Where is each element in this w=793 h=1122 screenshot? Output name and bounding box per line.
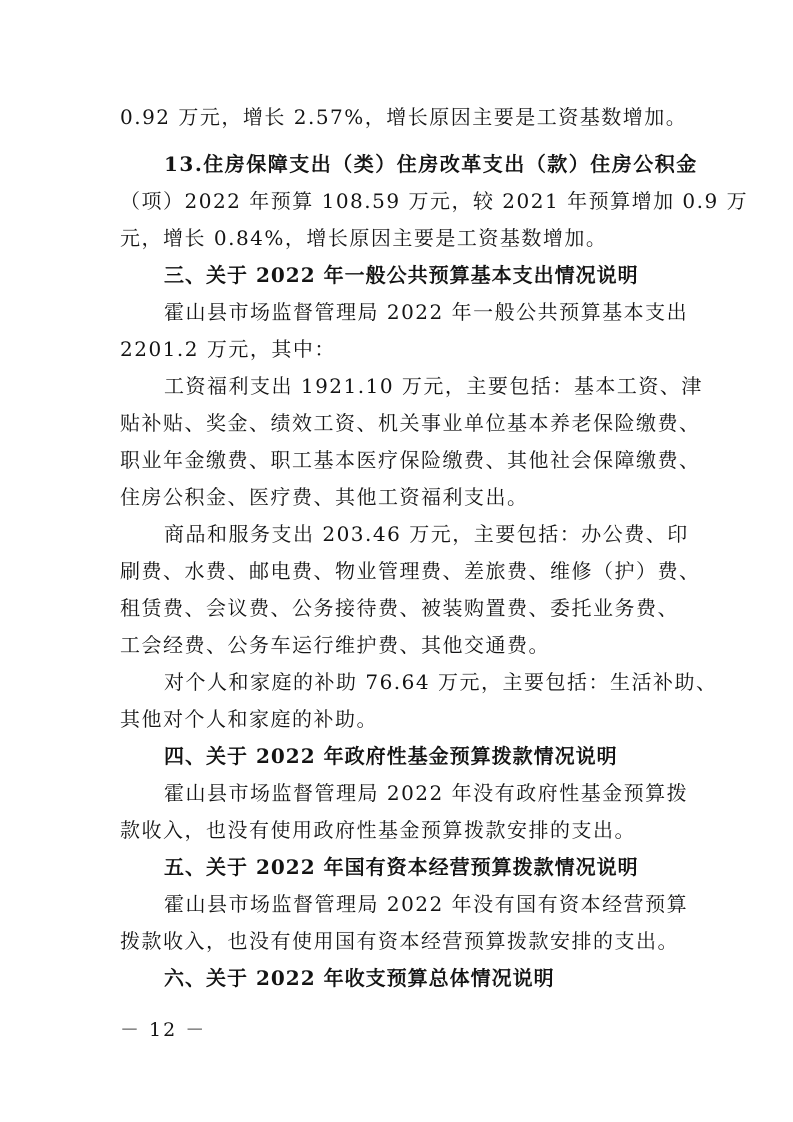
- paragraph-first-line: 商品和服务支出 203.46 万元，主要包括：办公费、印: [164, 522, 689, 546]
- text-line: 2201.2 万元，其中：: [120, 337, 336, 361]
- text-line: 刷费、水费、邮电费、物业管理费、差旅费、维修（护）费、: [120, 559, 701, 583]
- text-line: 职业年金缴费、职工基本医疗保险缴费、其他社会保障缴费、: [120, 448, 701, 472]
- section-heading: 五、关于 2022 年国有资本经营预算拨款情况说明: [164, 855, 639, 879]
- text-line: 0.92 万元，增长 2.57%，增长原因主要是工资基数增加。: [120, 105, 688, 129]
- paragraph-first-line: 霍山县市场监督管理局 2022 年一般公共预算基本支出: [164, 300, 689, 324]
- text-line: 元，增长 0.84%，增长原因主要是工资基数增加。: [120, 226, 608, 250]
- section-heading: 三、关于 2022 年一般公共预算基本支出情况说明: [164, 263, 639, 287]
- page-number: － 12 －: [120, 1019, 207, 1041]
- text-line: 租赁费、会议费、公务接待费、被装购置费、委托业务费、: [120, 596, 679, 620]
- paragraph-first-line: 对个人和家庭的补助 76.64 万元，主要包括：生活补助、: [164, 670, 718, 694]
- text-line: 住房公积金、医疗费、其他工资福利支出。: [120, 485, 529, 509]
- text-line: （项）2022 年预算 108.59 万元，较 2021 年预算增加 0.9 万: [120, 189, 749, 213]
- text-line: 贴补贴、奖金、绩效工资、机关事业单位基本养老保险缴费、: [120, 411, 701, 435]
- paragraph-first-line: 霍山县市场监督管理局 2022 年没有国有资本经营预算: [164, 892, 689, 916]
- text-line: 其他对个人和家庭的补助。: [120, 707, 378, 731]
- paragraph-first-line: 工资福利支出 1921.10 万元，主要包括：基本工资、津: [164, 374, 703, 398]
- paragraph-first-line: 霍山县市场监督管理局 2022 年没有政府性基金预算拨: [164, 781, 689, 805]
- section-heading: 四、关于 2022 年政府性基金预算拨款情况说明: [164, 744, 618, 768]
- section-item-heading: 13.住房保障支出（类）住房改革支出（款）住房公积金: [164, 152, 698, 176]
- section-heading: 六、关于 2022 年收支预算总体情况说明: [164, 966, 555, 990]
- text-line: 工会经费、公务车运行维护费、其他交通费。: [120, 633, 550, 657]
- text-line: 拨款收入，也没有使用国有资本经营预算拨款安排的支出。: [120, 929, 679, 953]
- text-line: 款收入，也没有使用政府性基金预算拨款安排的支出。: [120, 818, 636, 842]
